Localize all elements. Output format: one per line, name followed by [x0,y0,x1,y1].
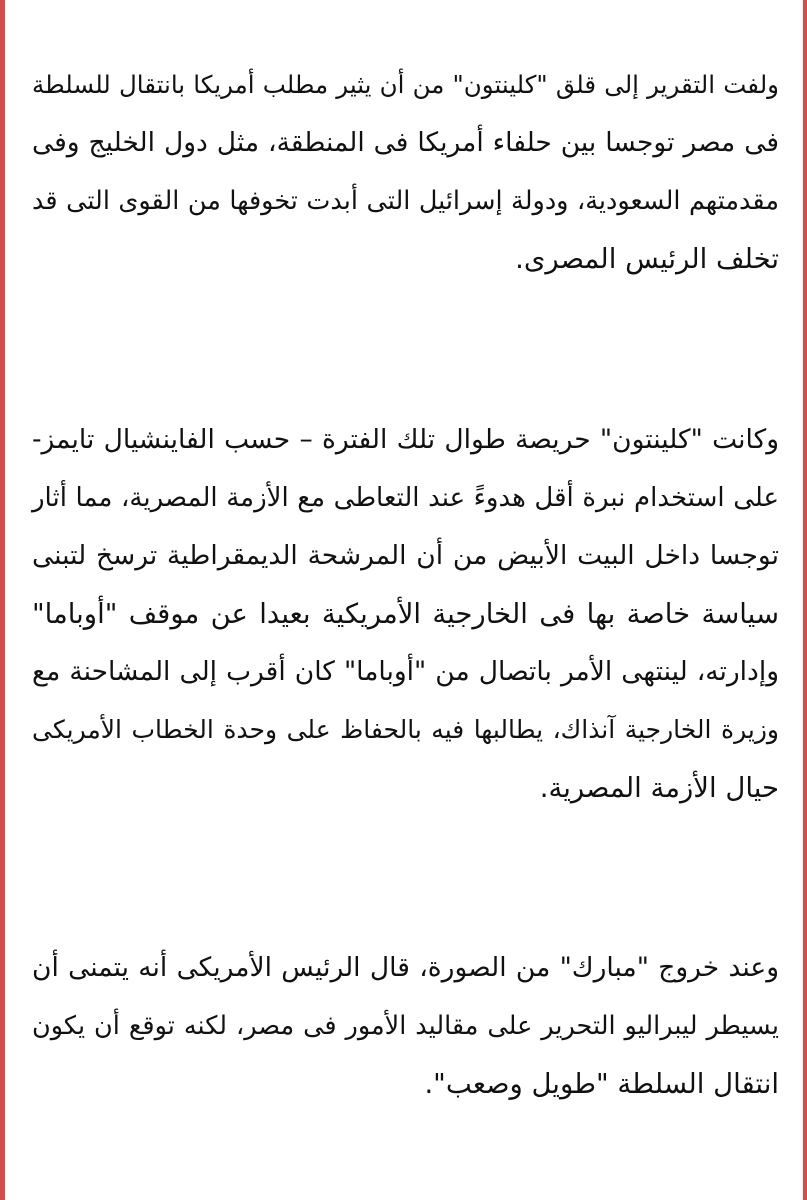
text-line: وعند خروج "مبارك" من الصورة، قال الرئيس الأمريكى أنه يتمنى أن [32,952,779,983]
text-line: مقدمتهم السعودية، ودولة إسرائيل التى أبدت تخوفها من القوى التى قد [32,186,779,216]
left-red-border [0,0,5,1200]
paragraph-1 [32,56,779,288]
paragraph-2 [32,411,779,817]
text-line: تخلف الرئيس المصرى. [515,243,779,275]
text-line: حيال الأزمة المصرية. [539,772,779,804]
text-line: انتقال السلطة "طويل وصعب". [424,1068,779,1100]
text-line: توجسا داخل البيت الأبيض من أن المرشحة الديمقراطية ترسخ لتبنى [32,540,779,571]
text-line: ولفت التقرير إلى قلق "كلينتون" من أن يثير مطلب أمريكا بانتقال للسلطة [32,70,779,99]
text-line: وزيرة الخارجية آنذاك، يطالبها فيه بالحفاظ على وحدة الخطاب الأمريكى [32,715,779,744]
text-line: على استخدام نبرة أقل هدوءً عند التعاطى مع الأزمة المصرية، مما أثار [32,483,779,513]
paragraph-3 [32,939,779,1113]
text-line: سياسة خاصة بها فى الخارجية الأمريكية بعيدا عن موقف "أوباما" [32,598,779,630]
text-line: وكانت "كلينتون" حريصة طوال تلك الفترة – حسب الفاينشيال تايمز- [32,424,779,455]
text-line: يسيطر ليبراليو التحرير على مقاليد الأمور فى مصر، لكنه توقع أن يكون [32,1011,779,1041]
right-red-border [803,0,807,1200]
text-line: وإدارته، لينتهى الأمر باتصال من "أوباما" كان أقرب إلى المشاحنة مع [32,656,779,687]
text-line: فى مصر توجسا بين حلفاء أمريكا فى المنطقة، مثل دول الخليج وفى [32,127,779,158]
